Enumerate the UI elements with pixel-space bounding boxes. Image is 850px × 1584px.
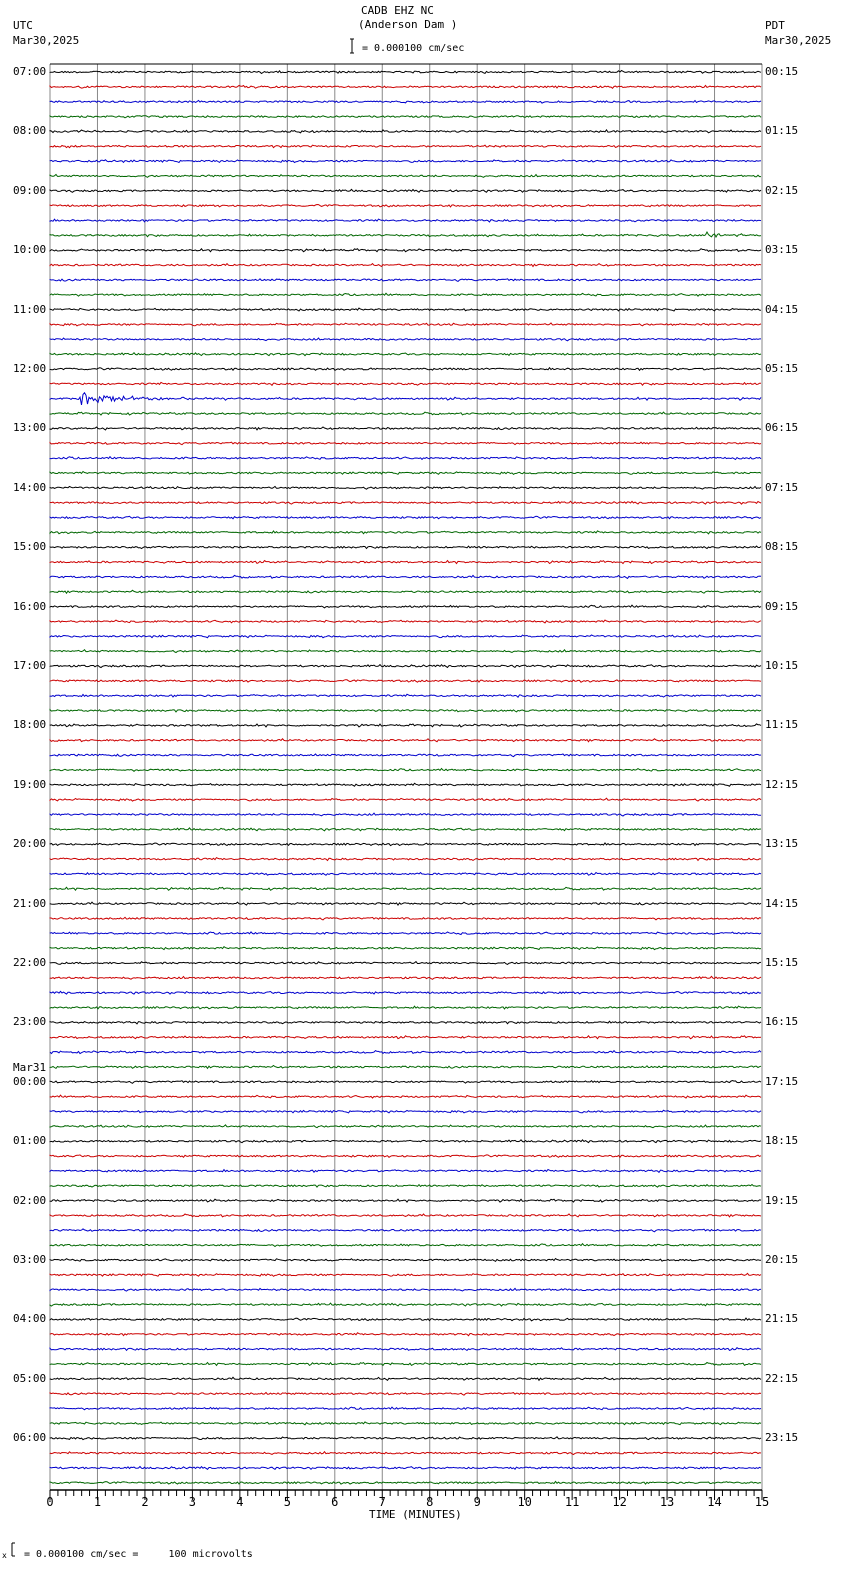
trace-row: [50, 798, 761, 801]
trace-row: [50, 219, 761, 222]
trace-row: [50, 1437, 761, 1440]
x-tick-label: 14: [707, 1495, 722, 1509]
utc-hour-label: 09:00: [13, 183, 47, 197]
trace-row: [50, 130, 761, 133]
utc-hour-label: 13:00: [13, 421, 47, 435]
pdt-hour-label: 19:15: [765, 1193, 799, 1207]
utc-hour-label: 20:00: [13, 837, 47, 851]
pdt-hour-label: 07:15: [765, 480, 799, 494]
trace-row: [50, 501, 761, 504]
trace-row: [50, 264, 761, 267]
x-tick-label: 11: [564, 1495, 580, 1509]
left-timezone: UTC: [13, 19, 33, 32]
pdt-hour-label: 03:15: [765, 243, 799, 257]
utc-hour-label: 01:00: [13, 1134, 47, 1148]
trace-row: [50, 1095, 761, 1098]
trace-row: [50, 902, 761, 905]
utc-hour-label: 10:00: [13, 243, 47, 257]
pdt-hour-label: 23:15: [765, 1431, 799, 1445]
trace-row: [50, 516, 761, 519]
x-tick-label: 1: [93, 1495, 102, 1509]
trace-row: [50, 427, 761, 430]
trace-row: [50, 189, 761, 192]
utc-hour-label: 15:00: [13, 540, 47, 554]
trace-row: [50, 843, 761, 846]
trace-row: [50, 71, 761, 74]
trace-row: [50, 590, 761, 593]
trace-row: [50, 1363, 761, 1366]
trace-row: [50, 1422, 761, 1425]
trace-row: [50, 917, 761, 920]
utc-hour-label: 05:00: [13, 1371, 47, 1385]
trace-row: [50, 323, 761, 326]
trace-row: [50, 873, 761, 876]
x-tick-label: 8: [426, 1495, 434, 1509]
trace-row: [50, 1036, 761, 1039]
trace-row: [50, 680, 761, 683]
trace-row: [50, 1273, 761, 1276]
pdt-hour-label: 21:15: [765, 1312, 799, 1326]
trace-row: [50, 175, 761, 178]
pdt-hour-label: 06:15: [765, 421, 799, 435]
trace-row: [50, 100, 761, 103]
trace-row: [50, 724, 761, 727]
x-tick-label: 5: [283, 1495, 291, 1509]
trace-row: [50, 308, 761, 311]
trace-row: [50, 1170, 761, 1173]
trace-row: [50, 1333, 761, 1336]
trace-row: [50, 887, 761, 890]
trace-row: [50, 754, 761, 757]
x-tick-label: 10: [517, 1495, 532, 1509]
utc-hour-label: 16:00: [13, 599, 47, 613]
trace-row: [50, 962, 761, 965]
trace-row: [50, 665, 761, 668]
trace-row: [50, 368, 761, 371]
utc-date-label: Mar31: [13, 1060, 47, 1074]
pdt-hour-label: 17:15: [765, 1074, 799, 1088]
trace-row: [50, 546, 761, 548]
right-timezone: PDT: [765, 19, 785, 32]
x-tick-label: 4: [236, 1495, 244, 1509]
trace-row: [50, 115, 761, 118]
utc-hour-label: 00:00: [13, 1074, 47, 1088]
trace-row: [50, 561, 761, 564]
x-tick-label: 9: [473, 1495, 481, 1509]
trace-row: [50, 947, 761, 950]
trace-row: [50, 1229, 761, 1232]
x-tick-label: 6: [331, 1495, 339, 1509]
footer-scale-prefix: x: [2, 1551, 7, 1560]
x-tick-label: 13: [659, 1495, 675, 1509]
x-tick-label: 0: [46, 1495, 54, 1509]
pdt-hour-label: 04:15: [765, 302, 799, 316]
scale-text: = 0.000100 cm/sec: [362, 43, 465, 54]
trace-row: [50, 575, 761, 578]
trace-row: [50, 620, 761, 623]
utc-hour-label: 14:00: [13, 480, 47, 494]
trace-row: [50, 976, 761, 979]
trace-row: [50, 769, 761, 772]
trace-row: [50, 1303, 761, 1306]
pdt-hour-label: 08:15: [765, 540, 799, 554]
right-date: Mar30,2025: [765, 34, 832, 47]
trace-row: [50, 85, 761, 88]
utc-hour-label: 04:00: [13, 1312, 47, 1326]
left-date: Mar30,2025: [13, 34, 80, 47]
pdt-hour-label: 18:15: [765, 1134, 799, 1148]
station-title: CADB EHZ NC: [361, 4, 434, 17]
trace-row: [50, 160, 761, 163]
trace-row: [50, 1288, 761, 1291]
trace-row: [50, 1377, 761, 1380]
x-tick-label: 7: [378, 1495, 386, 1509]
trace-row: [50, 205, 761, 208]
pdt-hour-label: 10:15: [765, 659, 799, 672]
footer-scale-text: = 0.000100 cm/sec = 100 microvolts: [24, 1549, 253, 1560]
utc-hour-label: 11:00: [13, 302, 47, 316]
pdt-hour-label: 20:15: [765, 1253, 799, 1266]
trace-row: [50, 393, 761, 405]
utc-hour-label: 02:00: [13, 1193, 47, 1207]
trace-row: [50, 828, 761, 831]
trace-row: [50, 232, 761, 237]
utc-hour-label: 19:00: [13, 777, 47, 791]
trace-row: [50, 813, 761, 816]
trace-row: [50, 1051, 761, 1054]
trace-row: [50, 1140, 761, 1143]
trace-row: [50, 1259, 761, 1262]
trace-row: [50, 605, 761, 608]
pdt-hour-label: 00:15: [765, 65, 799, 78]
pdt-hour-label: 09:15: [765, 599, 799, 613]
trace-row: [50, 531, 761, 534]
trace-row: [50, 1318, 761, 1321]
trace-row: [50, 991, 761, 994]
trace-row: [50, 382, 761, 385]
trace-row: [50, 1393, 761, 1396]
utc-hour-label: 12:00: [13, 362, 47, 375]
trace-row: [50, 1125, 761, 1128]
trace-row: [50, 486, 761, 489]
trace-row: [50, 932, 761, 935]
trace-row: [50, 1081, 761, 1084]
trace-row: [50, 1021, 761, 1024]
pdt-hour-label: 16:15: [765, 1015, 799, 1029]
trace-row: [50, 1467, 761, 1470]
pdt-hour-label: 12:15: [765, 777, 799, 791]
utc-hour-label: 03:00: [13, 1253, 47, 1266]
utc-hour-label: 07:00: [13, 65, 47, 78]
trace-row: [50, 1006, 761, 1009]
trace-row: [50, 1066, 761, 1069]
trace-row: [50, 442, 761, 445]
x-tick-label: 15: [754, 1495, 770, 1509]
trace-row: [50, 1481, 761, 1484]
trace-row: [50, 293, 761, 296]
trace-row: [50, 1185, 761, 1188]
pdt-hour-label: 05:15: [765, 362, 799, 375]
trace-row: [50, 650, 761, 653]
trace-row: [50, 1155, 761, 1158]
utc-hour-label: 22:00: [13, 956, 47, 969]
utc-hour-label: 17:00: [13, 659, 47, 672]
trace-row: [50, 353, 761, 356]
trace-row: [50, 338, 761, 341]
x-axis-label: TIME (MINUTES): [369, 1508, 462, 1521]
trace-row: [50, 783, 761, 786]
trace-row: [50, 1452, 761, 1455]
station-location: (Anderson Dam ): [358, 18, 458, 31]
trace-row: [50, 739, 761, 742]
x-tick-label: 3: [188, 1495, 197, 1509]
footer-scale-bar-icon: [12, 1543, 15, 1556]
pdt-hour-label: 11:15: [765, 718, 799, 732]
utc-hour-label: 06:00: [13, 1431, 47, 1445]
x-tick-label: 12: [612, 1495, 627, 1509]
pdt-hour-label: 15:15: [765, 956, 799, 969]
x-tick-label: 2: [141, 1495, 149, 1509]
trace-row: [50, 709, 761, 712]
pdt-hour-label: 01:15: [765, 124, 799, 138]
trace-row: [50, 1214, 761, 1217]
trace-row: [50, 279, 761, 282]
trace-row: [50, 1348, 761, 1351]
trace-row: [50, 1244, 761, 1247]
trace-row: [50, 1110, 761, 1113]
utc-hour-label: 08:00: [13, 124, 47, 138]
trace-row: [50, 635, 761, 638]
pdt-hour-label: 14:15: [765, 896, 799, 910]
trace-row: [50, 249, 761, 252]
pdt-hour-label: 13:15: [765, 837, 799, 851]
trace-row: [50, 457, 761, 460]
pdt-hour-label: 22:15: [765, 1371, 799, 1385]
utc-hour-label: 18:00: [13, 718, 47, 732]
utc-hour-label: 23:00: [13, 1015, 47, 1029]
scale-bar-icon: [350, 39, 354, 53]
pdt-hour-label: 02:15: [765, 183, 799, 197]
trace-row: [50, 694, 761, 697]
trace-row: [50, 1199, 761, 1202]
utc-hour-label: 21:00: [13, 896, 47, 910]
trace-row: [50, 412, 761, 415]
trace-row: [50, 1407, 761, 1410]
trace-row: [50, 145, 761, 148]
trace-row: [50, 858, 761, 861]
trace-row: [50, 472, 761, 475]
